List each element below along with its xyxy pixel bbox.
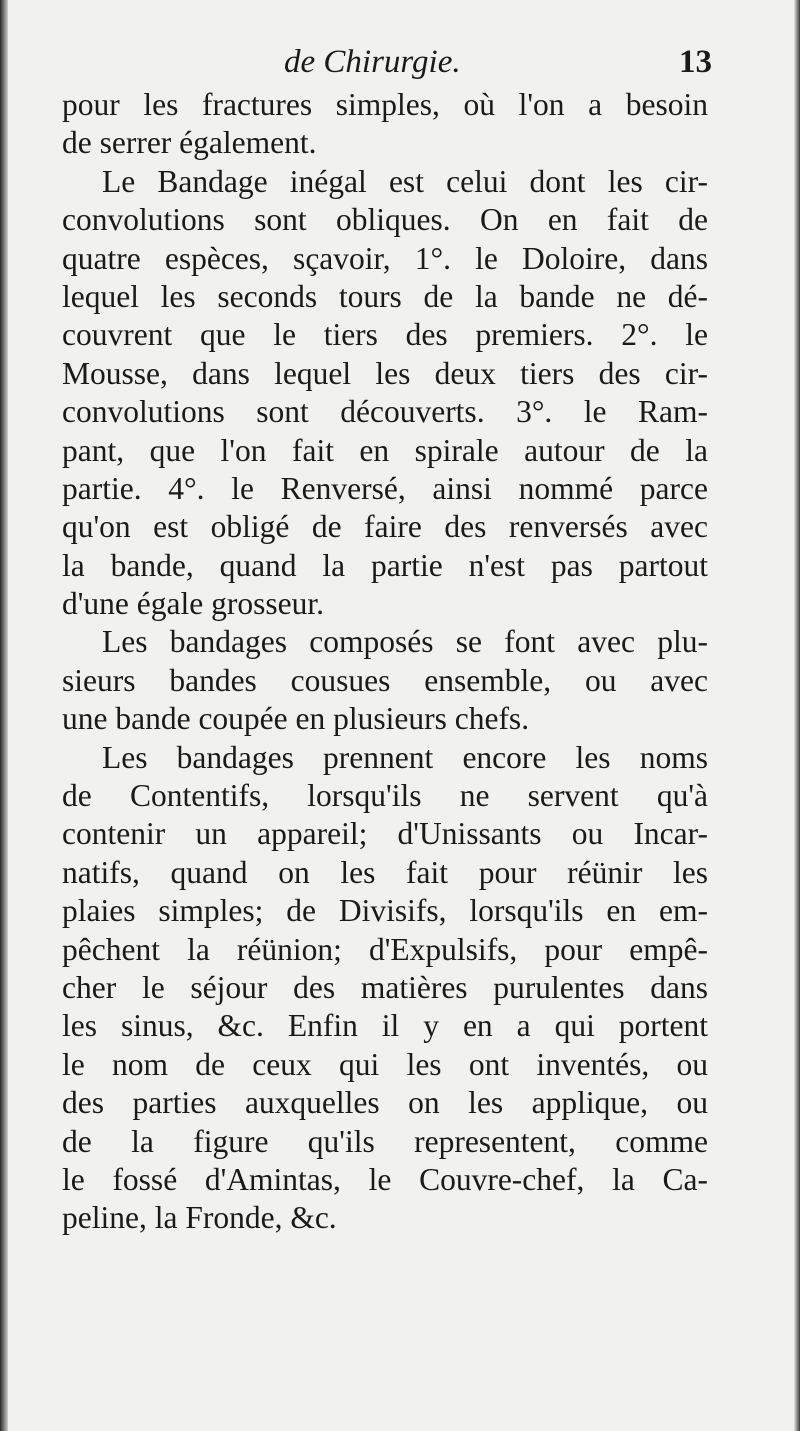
text-line: les sinus, &c. Enfin il y en a qui portent	[62, 1008, 708, 1044]
text-line: Mousse, dans lequel les deux tiers des cir-	[62, 355, 708, 391]
page-edge-shadow	[794, 0, 800, 1431]
text-line: pêchent la réünion; d'Expulsifs, pour empê-	[62, 931, 708, 967]
page-header	[60, 44, 712, 90]
text-line: convolutions sont découverts. 3°. le Ram-	[62, 394, 708, 430]
text-line: Le Bandage inégal est celui dont les cir-	[102, 163, 708, 199]
body-text	[62, 86, 708, 1238]
text-line: quatre espèces, sçavoir, 1°. le Doloire, dans	[62, 240, 708, 276]
text-line: sieurs bandes cousues ensemble, ou avec	[62, 662, 708, 698]
text-line: pour les fractures simples, où l'on a besoin	[62, 87, 708, 122]
page-gutter-shadow	[0, 0, 8, 1431]
text-line: le nom de ceux qui les ont inventés, ou	[62, 1046, 708, 1082]
text-line: une bande coupée en plusieurs chefs.	[62, 701, 530, 737]
text-line: contenir un appareil; d'Unissants ou Incar-	[62, 816, 708, 852]
text-line: d'une égale grosseur.	[62, 586, 324, 622]
text-line: partie. 4°. le Renversé, ainsi nommé parce	[62, 470, 708, 506]
text-line: Les bandages composés se font avec plu-	[102, 624, 708, 660]
text-line: cher le séjour des matières purulentes dans	[62, 969, 708, 1005]
running-head: de Chirurgie.	[284, 44, 461, 80]
text-line: de serrer également.	[62, 125, 317, 161]
text-line: convolutions sont obliques. On en fait de	[62, 202, 708, 238]
text-line: pant, que l'on fait en spirale autour de la	[62, 432, 708, 468]
text-line: plaies simples; de Divisifs, lorsqu'ils en em-	[62, 893, 708, 929]
page-number: 13	[679, 44, 712, 80]
text-line: natifs, quand on les fait pour réünir les	[62, 854, 708, 890]
text-line: le fossé d'Amintas, le Couvre-chef, la Ca-	[62, 1161, 708, 1197]
text-line: Les bandages prennent encore les noms	[102, 739, 708, 775]
text-line: de Contentifs, lorsqu'ils ne servent qu'à	[62, 778, 708, 814]
text-line: la bande, quand la partie n'est pas partout	[62, 547, 708, 583]
text-line: peline, la Fronde, &c.	[62, 1200, 337, 1236]
text-line: lequel les seconds tours de la bande ne dé-	[62, 278, 708, 314]
text-line: qu'on est obligé de faire des renversés avec	[62, 509, 708, 545]
text-line: couvrent que le tiers des premiers. 2°. le	[62, 317, 708, 353]
text-line: des parties auxquelles on les applique, ou	[62, 1085, 708, 1121]
text-line: de la figure qu'ils representent, comme	[62, 1123, 708, 1159]
